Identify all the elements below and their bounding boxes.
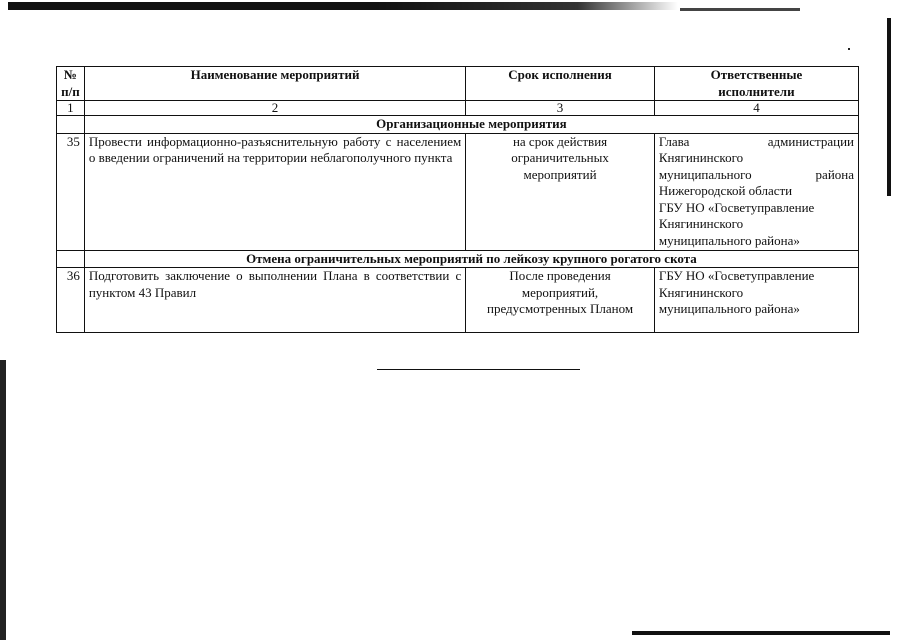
row-responsible-line: Нижегородской области xyxy=(658,183,793,198)
section-title: Отмена ограничительных мероприятий по лейкозу крупного рогатого скота xyxy=(84,250,858,268)
row-responsible-line: муниципального района» xyxy=(658,232,800,248)
scan-speck xyxy=(848,48,850,50)
row-deadline-line: предусмотренных Планом xyxy=(487,301,634,316)
row-name: Провести информационно-разъяснительную работу с населением о введении ограничений на территории неблагополучного пункта xyxy=(84,133,465,250)
row-deadline-line: ограничительных xyxy=(511,150,609,165)
section-spacer xyxy=(57,250,85,268)
row-responsible-line: Княгининского xyxy=(658,150,744,165)
row-responsible-line: ГБУ НО «Госветуправление xyxy=(658,199,815,215)
section-row xyxy=(57,116,859,134)
row-responsible-line: муниципального района xyxy=(658,166,854,182)
scan-edge-top xyxy=(8,2,678,10)
header-responsible xyxy=(654,67,858,101)
section-spacer xyxy=(57,116,85,134)
column-number: 2 xyxy=(84,101,465,116)
row-name: Подготовить заключение о выполнении Плана в соответствии с пунктом 43 Правил xyxy=(84,268,465,333)
scan-edge-bottom xyxy=(632,631,890,635)
header-name: Наименование мероприятий xyxy=(84,67,465,101)
scan-edge-left xyxy=(0,360,6,640)
row-deadline xyxy=(466,268,655,333)
row-deadline xyxy=(466,133,655,250)
table-row xyxy=(57,268,859,333)
column-number: 4 xyxy=(654,101,858,116)
row-responsible xyxy=(654,268,858,333)
row-responsible-line: муниципального района» xyxy=(658,301,800,316)
column-number: 1 xyxy=(57,101,85,116)
scan-edge-top-fade xyxy=(680,8,800,11)
row-responsible xyxy=(654,133,858,250)
row-responsible-line: Глава администрации xyxy=(658,133,854,149)
plan-table xyxy=(56,66,859,333)
section-title: Организационные мероприятия xyxy=(84,116,858,134)
row-deadline-line: на срок действия xyxy=(512,133,608,149)
table-row xyxy=(57,133,859,250)
header-responsible-line1: Ответственные xyxy=(710,67,803,82)
row-responsible-line: Княгининского xyxy=(658,284,744,300)
row-responsible-line: Княгининского xyxy=(658,216,744,231)
row-deadline-line: мероприятий xyxy=(523,166,597,182)
row-deadline-line: мероприятий, xyxy=(521,284,599,300)
header-row xyxy=(57,67,859,101)
row-responsible-line: ГБУ НО «Госветуправление xyxy=(658,268,815,283)
header-deadline: Срок исполнения xyxy=(466,67,655,101)
header-responsible-line2: исполнители xyxy=(718,83,795,99)
header-num-line1: № xyxy=(63,67,77,82)
header-num xyxy=(57,67,85,101)
column-number: 3 xyxy=(466,101,655,116)
row-deadline-line: После проведения xyxy=(509,268,611,283)
row-number: 36 xyxy=(57,268,85,333)
scan-edge-right xyxy=(887,18,891,196)
section-row xyxy=(57,250,859,268)
row-number: 35 xyxy=(57,133,85,250)
header-num-line2: п/п xyxy=(61,83,80,99)
column-number-row xyxy=(57,101,859,116)
end-of-document-line xyxy=(377,369,580,370)
